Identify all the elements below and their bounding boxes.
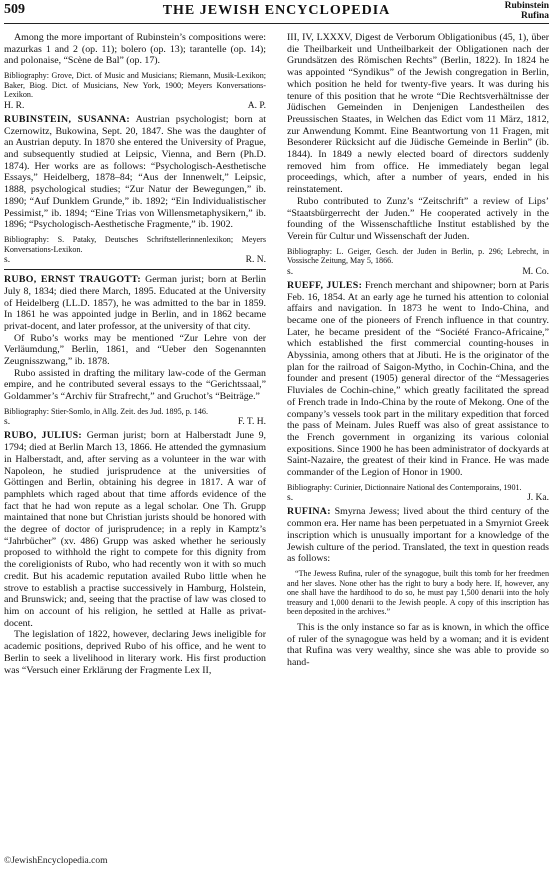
signature-line	[4, 101, 266, 112]
bibliography-rubo-julius: Bibliography: L. Geiger, Gesch. der Juden in Berlin, p. 296; Lebrecht, in Vossische Zeitung, May 5, 1866.	[287, 246, 549, 266]
article-heading: RUBO, JULIUS:	[4, 430, 83, 442]
article-paragraph: The legislation of 1822, however, declaring Jews ineligible for academic positions, deprived Rubo of his office, and he went to Berlin to seek a livelihood in literary work. His first production was “Versuch einer Erklärung der Fragmente Lex II,	[4, 629, 266, 676]
article-body: Smyrna Jewess; lived about the third century of the common era. Her name has been perpetuated in a Smyrniot Greek inscription which is unusually important for a knowledge of the Jewish culture of the period. Translated, the text in question reads as follows:	[287, 506, 549, 565]
article-continuation: III, IV, LXXXV, Digest de Verborum Obligationibus (45, 1), über die Theilbarkeit und Untheilbarkeit der Obligationen nach der Grundsätzen des Römischen Rechts” (Berlin, 1822). In 1824 he was appointed “Syndikus” of the Jewish congregation in Berlin, which position he held for twenty-five years. It was during his tenure of this position that he wrote “Die Rechtsverhältnisse der Jüdischen Gemeinden in Denjenigen Landestheilen des Preussischen Staates, in Welchen das Edict vom 11 März, 1812, zur Anwendung Kommt. Eine Beantwortung von 11 Fragen, mit Besonderer Rücksicht auf die Jüdische Gemeinde in Berlin” (ib. 1844). In 1849 a newly elected board of directors suddenly removed him from office. He immediately began legal proceedings, which, after a number of years, ended in his reinstatement.	[287, 32, 549, 196]
article-paragraph: This is the only instance so far as is known, in which the office of ruler of the synagogue was held by a woman; and it is evident that Rufina was very wealthy, since she was able to provide so hand-	[287, 621, 549, 668]
rubinstein-closing-paragraph: Among the more important of Rubinstein’s compositions were: mazurkas 1 and 2 (op. 11); bolero (op. 13); tarantelle (op. 14); and polonaise, “Scène de Bal” (op. 17).	[4, 32, 266, 67]
right-column	[287, 32, 549, 669]
article-paragraph: Rubo assisted in drafting the military law-code of the German empire, and he contributed several essays to the “Gerichtssaal,” Goldammer’s “Archiv für Strafrecht,” and Gruchot’s “Beiträge.”	[4, 367, 266, 403]
article-body: French merchant and shipowner; born at Paris Feb. 16, 1854. At an early age he turned his attention to colonial affairs and navigation. In 1873 he went to Indo-China, and became one of the pioneers of French influence in that country. Later, he became president of the “Société Franco-Africaine,” which established the first commercial counting-houses in Abyssinia, among others that at Jibuti. He is the originator of the plan for the railroad of Saigon-Mytho, in Cochin-China, and the founder and present (1905) general director of the “Messageries Fluviales de Cochin-chine,” which greatly facilitated the spread of French trade in Indo-China by the route of Mekong. One of the company’s vessels took part in the military expedition that forced the pass of Meinam. Jules Rueff was also of great assistance to the French government in organizing its various colonial expositions. Since 1900 he has been administrator of dockyards at Saint-Nazaire, the greatest of their kind in France. He was made commander of the Legion of Honor in 1900.	[287, 279, 549, 479]
divider	[4, 269, 266, 270]
article-rubinstein-susanna	[4, 114, 266, 231]
article-heading: RUBINSTEIN, SUSANNA:	[4, 113, 131, 125]
signature-left: s.	[287, 266, 294, 277]
left-column	[4, 32, 266, 676]
signature-line	[287, 267, 549, 278]
signature-right: R. N.	[245, 255, 266, 266]
signature-line	[4, 417, 266, 428]
signature-right: A. P.	[247, 100, 266, 111]
bibliography-rubinstein-susanna: Bibliography: S. Pataky, Deutsches Schriftstellerinnenlexikon; Meyers Konversations-Lexikon.	[4, 234, 266, 254]
article-paragraph: Rubo contributed to Zunz’s “Zeitschrift” a review of Lips’ “Staatsbürgerrecht der Juden.” He cooperated actively in the founding of the Wissenschaftliche Institut established by the Verein für Cultur und Wissenschaft der Juden.	[287, 195, 549, 242]
signature-left: s.	[4, 255, 11, 266]
signature-line	[287, 493, 549, 504]
article-rueff-jules	[287, 280, 549, 479]
inscription-quote: “The Jewess Rufina, ruler of the synagogue, built this tomb for her freedmen and her slaves. None other has the right to bury a body here. If, however, any one shall have the hardihood to do so, he must pay 1,500 denarii into the holy treasury and 1,000 denarii to the Jewish people. A copy of this inscription has been deposited in the archives.”	[287, 568, 549, 617]
article-heading: RUEFF, JULES:	[287, 279, 363, 291]
article-paragraph: Of Rubo’s works may be mentioned “Zur Lehre von der Verläumdung,” Berlin, 1861, and “Ueber den Sogenannten Zeugnisszwang,” ib. 1878.	[4, 332, 266, 368]
bibliography-rubo-ernst: Bibliography: Stier-Somlo, in Allg. Zeit. des Jud. 1895, p. 146.	[4, 406, 208, 416]
bibliography-rueff-jules: Bibliography: Curinier, Dictionnaire National des Contemporains, 1901.	[287, 482, 522, 492]
guide-word-bottom: Rufina	[521, 11, 549, 21]
signature-line	[4, 255, 266, 266]
guide-word-top: Rubinstein	[504, 1, 549, 11]
guide-words	[505, 1, 549, 21]
article-heading: RUFINA:	[287, 506, 331, 518]
article-rufina	[287, 506, 549, 565]
signature-right: F. T. H.	[237, 417, 266, 428]
running-title: THE JEWISH ENCYCLOPEDIA	[162, 3, 391, 18]
article-body: German jurist; born at Berlin July 8, 1834; died there March, 1895. Educated at the University of Heidelberg (LL.D. 1857), he was admitted to the bar in 1859. In 1861 he was appointed judge in Berlin, and in 1862 became privat-docent, and later professor, at the university of that city.	[4, 274, 266, 332]
site-watermark: ©JewishEncyclopedia.com	[4, 856, 108, 866]
signature-right: J. Ka.	[527, 493, 549, 504]
bibliography-rubinstein-anton: Bibliography: Grove, Dict. of Music and Musicians; Riemann, Musik-Lexikon; Baker, Biog. Dict. of Musicians, New York, 1900; Meyers Konversations-Lexikon.	[4, 71, 266, 100]
page-number: 509	[4, 2, 25, 17]
article-rubo-ernst	[4, 274, 266, 333]
page-header	[4, 2, 549, 24]
article-body: German jurist; born at Halberstadt June 9, 1794; died at Berlin March 13, 1866. He attended the gymnasium in Halberstadt, and, after serving as a volunteer in the war with Napoleon, he studied jurisprudence at the universities of Göttingen and Berlin, obtaining his degree in 1817. A war of pamphlets which raged about that time affords evidence of the fact that he had won repute as a legal scholar. One Th. Grupp maintained that none but Christian jurists should be honored with the degree of doctor of jurisprudence; in a reply in Kamptz’s “Jahrbücher” (xv. 486) Grupp was asked whether he seriously proposed to withhold the right to compete for this dignity from the coreligionists of Rubo, who had recently won it with so much credit. But his academic reputation availed Rubo little when he strove to establish a practise successively in Hamburg, Holstein, and Brunswick; and, seeing that the practise of law was closed to him on account of his religion, he settled at Halle as privat-docent.	[4, 430, 266, 629]
article-heading: RUBO, ERNST TRAUGOTT:	[4, 274, 142, 286]
article-body: Austrian psychologist; born at Czernowitz, Bukowina, Sept. 20, 1847. She was the daughter of an Austrian deputy. In 1870 she entered the University of Prague, and subsequently studied at Leipsic, Vienna, and Bern (Ph.D. 1874). Her works are as follows: “Psychologisch-Aesthetische Essays,” Heidelberg, 1878–84; “Aus der Innenwelt,” Leipsic, 1888, psychological studies; “Zur Natur der Bewegungen,” ib. 1890; “Auf Dunklem Grunde,” ib. 1892; “Ein Individualistischer Pessimist,” ib. 1894; “Eine Trias von Willensmetaphysikern,” ib. 1896; “Psychologisch-Aesthetische Fragmente,” ib. 1902.	[4, 113, 266, 231]
signature-right: M. Co.	[522, 266, 549, 277]
signature-left: H. R.	[4, 100, 25, 111]
signature-left: s.	[287, 493, 294, 504]
article-rubo-julius	[4, 430, 266, 629]
signature-left: s.	[4, 417, 11, 428]
